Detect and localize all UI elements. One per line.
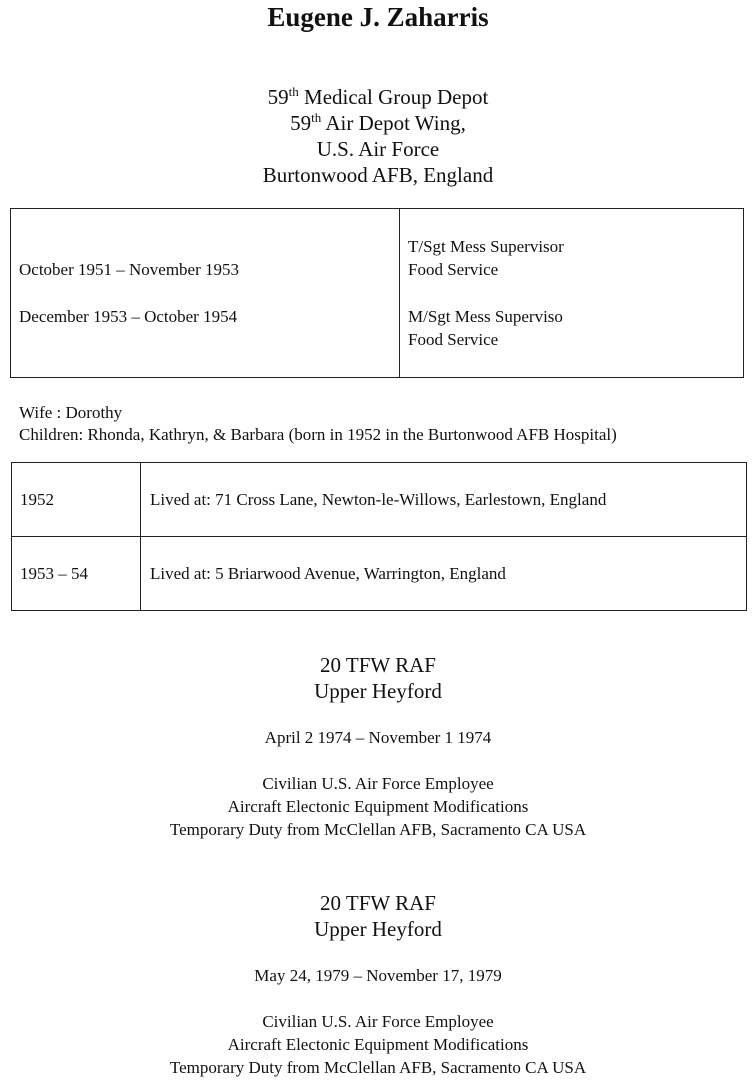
assignment-role: Civilian U.S. Air Force Employee Aircraft Electonic Equipment Modifications Temporary Duty from McClellan AFB, Sacramento CA USA: [169, 1012, 587, 1077]
residence-address: Lived at: 71 Cross Lane, Newton-le-Willows, Earlestown, England: [141, 463, 747, 537]
assignment-dates: May 24, 1979 – November 17, 1979: [254, 966, 502, 985]
assignment-dates: April 2 1974 – November 1 1974: [264, 728, 492, 747]
unit-line-1: 59th Medical Group Depot: [267, 84, 489, 109]
unit-line-2: 59th Air Depot Wing,: [290, 110, 466, 135]
service-table: [10, 208, 744, 378]
service-dates-1: October 1951 – November 1953: [19, 260, 240, 279]
children-line: Children: Rhonda, Kathryn, & Barbara (born in 1952 in the Burtonwood AFB Hospital): [19, 425, 617, 444]
assignment-unit: 20 TFW RAF: [320, 653, 436, 677]
family-info: [19, 402, 617, 446]
service-dates-cell: [11, 209, 400, 378]
service-rank-2: M/Sgt Mess Superviso Food Service: [408, 307, 563, 349]
residence-year: 1952: [12, 463, 141, 537]
wife-line: Wife : Dorothy: [19, 403, 123, 422]
residence-table: [11, 462, 747, 611]
assignment-2: [0, 890, 756, 1079]
assignment-unit: 20 TFW RAF: [320, 891, 436, 915]
service-rank-1: T/Sgt Mess Supervisor Food Service: [408, 237, 564, 279]
assignment-base: Upper Heyford: [314, 679, 442, 703]
service-rank-cell: [400, 209, 744, 378]
unit-heading: [0, 84, 756, 188]
table-row: [12, 463, 747, 537]
residence-year: 1953 – 54: [12, 537, 141, 611]
unit-line-3: U.S. Air Force: [316, 137, 440, 161]
residence-address: Lived at: 5 Briarwood Avenue, Warrington, England: [141, 537, 747, 611]
page-title: Eugene J. Zaharris: [267, 2, 489, 32]
unit-line-4: Burtonwood AFB, England: [262, 163, 494, 187]
assignment-role: Civilian U.S. Air Force Employee Aircraft Electonic Equipment Modifications Temporary Duty from McClellan AFB, Sacramento CA USA: [169, 774, 587, 839]
assignment-base: Upper Heyford: [314, 917, 442, 941]
assignment-1: [0, 652, 756, 841]
service-dates-2: December 1953 – October 1954: [19, 307, 238, 326]
table-row: [12, 537, 747, 611]
